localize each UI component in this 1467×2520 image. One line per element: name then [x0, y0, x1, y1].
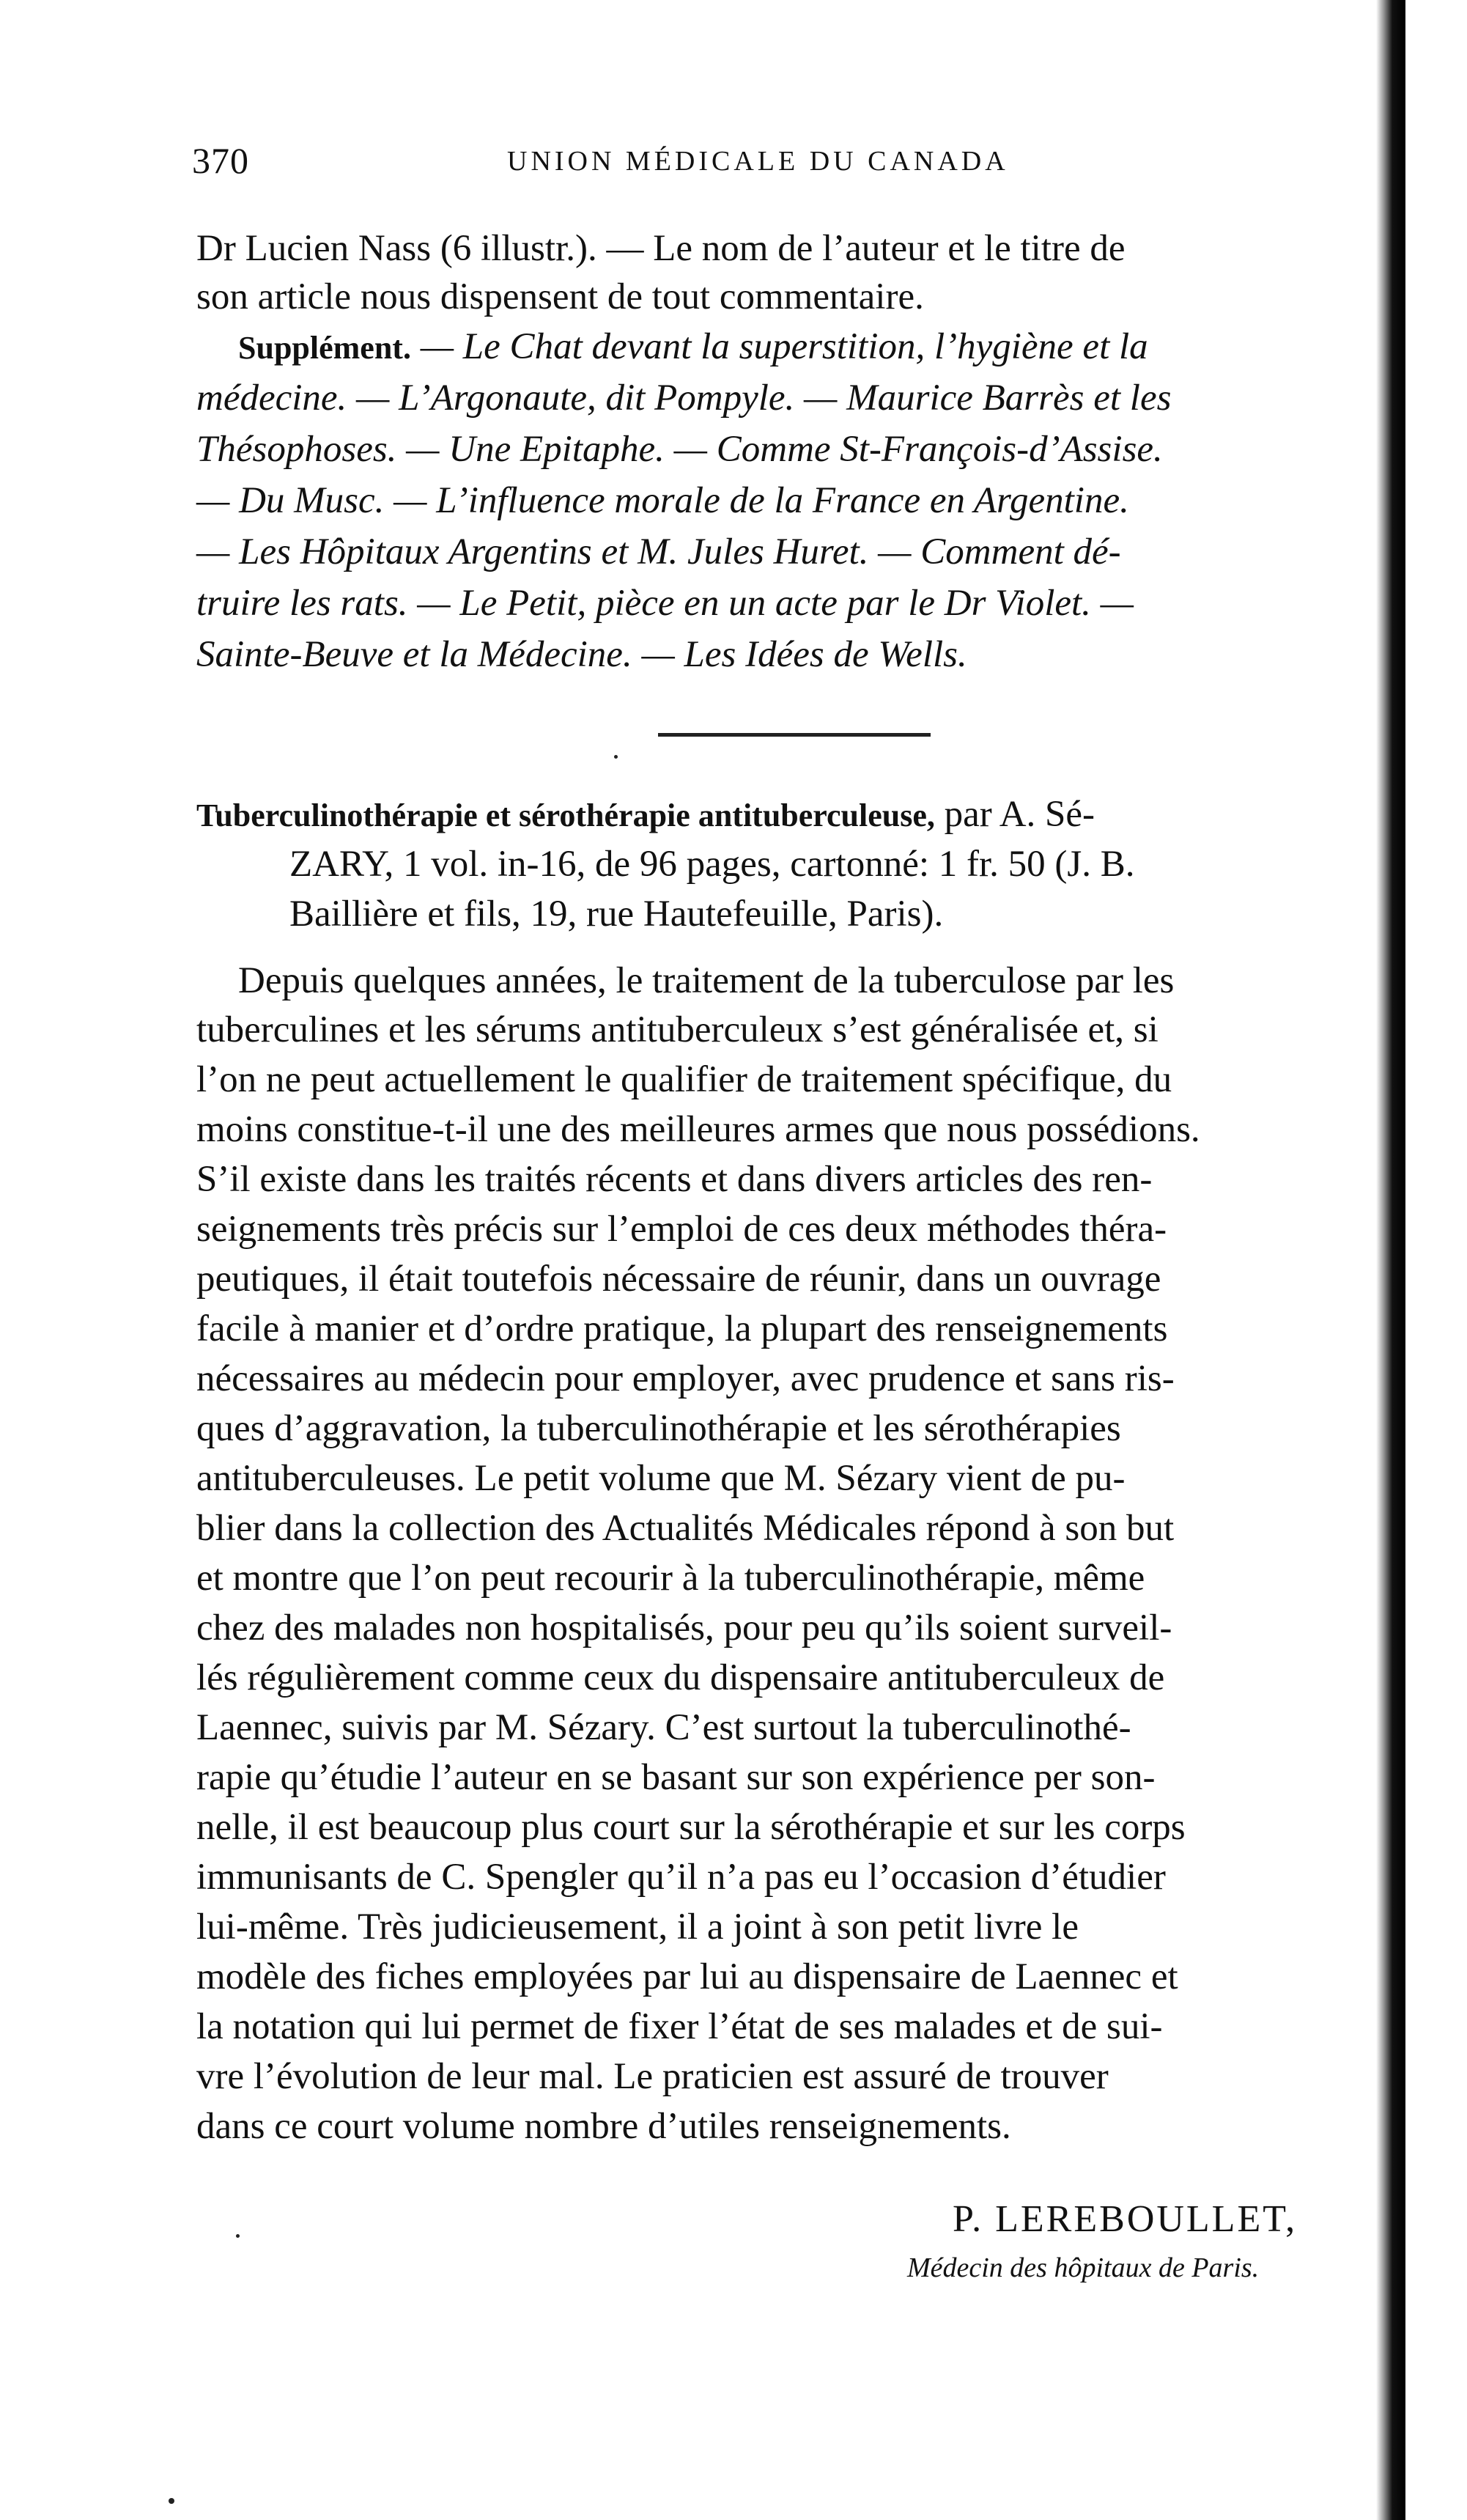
supplement-line: — Les Hôpitaux Argentins et M. Jules Huret. — Comment dé-: [196, 531, 1121, 572]
citation-line: Baillière et fils, 19, rue Hautefeuille, Paris).: [289, 894, 944, 935]
page-number: 370: [192, 140, 249, 181]
journal-title: UNION MÉDICALE DU CANADA: [507, 146, 1009, 177]
body-line: l’on ne peut actuellement le qualifier de traitement spécifique, du: [196, 1059, 1172, 1100]
body-line: moins constitue-t-il une des meilleures armes que nous possédions.: [196, 1109, 1200, 1150]
scan-speck: [169, 2498, 174, 2504]
body-line: lui-même. Très judicieusement, il a joint à son petit livre le: [196, 1906, 1079, 1948]
body-line: Laennec, suivis par M. Sézary. C’est surtout la tuberculinothé-: [196, 1707, 1131, 1748]
scan-speck: [614, 755, 618, 759]
body-line: chez des malades non hospitalisés, pour peu qu’ils soient surveil-: [196, 1607, 1172, 1648]
body-line: vre l’évolution de leur mal. Le praticien est assuré de trouver: [196, 2056, 1109, 2097]
supplement-text: — Le Chat devant la superstition, l’hygiène et la: [410, 326, 1148, 367]
body-line: rapie qu’étudie l’auteur en se basant sur son expérience per son-: [196, 1757, 1156, 1798]
text-line: Dr Lucien Nass (6 illustr.). — Le nom de l’auteur et le titre de: [196, 228, 1126, 269]
text-line: son article nous dispensent de tout commentaire.: [196, 276, 924, 317]
body-line: seignements très précis sur l’emploi de ces deux méthodes théra-: [196, 1209, 1167, 1250]
supplement-line: [238, 323, 1148, 372]
supplement-line: médecine. — L’Argonaute, dit Pompyle. — Maurice Barrès et les: [196, 377, 1172, 419]
body-line: tuberculines et les sérums antituberculeux s’est généralisée et, si: [196, 1009, 1159, 1050]
body-line: nécessaires au médecin pour employer, avec prudence et sans ris-: [196, 1358, 1175, 1399]
body-line: S’il existe dans les traités récents et dans divers articles des ren-: [196, 1159, 1153, 1200]
body-line: Depuis quelques années, le traitement de la tuberculose par les: [238, 960, 1175, 1001]
body-line: peutiques, il était toutefois nécessaire de réunir, dans un ouvrage: [196, 1259, 1161, 1300]
body-line: dans ce court volume nombre d’utiles renseignements.: [196, 2106, 1011, 2147]
scan-speck: [236, 2234, 240, 2238]
body-line: la notation qui lui permet de fixer l’état de ses malades et de sui-: [196, 2006, 1163, 2047]
citation-text: par A. Sé-: [934, 794, 1095, 835]
signature-role: Médecin des hôpitaux de Paris.: [907, 2252, 1260, 2283]
body-line: facile à manier et d’ordre pratique, la plupart des renseignements: [196, 1308, 1168, 1349]
section-divider: [658, 733, 931, 737]
body-line: modèle des fiches employées par lui au dispensaire de Laennec et: [196, 1956, 1178, 1997]
body-line: blier dans la collection des Actualités Médicales répond à son but: [196, 1508, 1175, 1549]
signature-name: P. LEREBOULLET,: [953, 2198, 1298, 2240]
body-line: nelle, il est beaucoup plus court sur la sérothérapie et sur les corps: [196, 1807, 1186, 1848]
binding-shadow: [1376, 0, 1405, 2520]
supplement-line: Sainte-Beuve et la Médecine. — Les Idées de Wells.: [196, 634, 967, 675]
body-line: et montre que l’on peut recourir à la tuberculinothérapie, même: [196, 1558, 1145, 1599]
body-line: antituberculeuses. Le petit volume que M. Sézary vient de pu-: [196, 1458, 1126, 1499]
body-line: immunisants de C. Spengler qu’il n’a pas eu l’occasion d’étudier: [196, 1857, 1166, 1898]
supplement-line: truire les rats. — Le Petit, pièce en un acte par le Dr Violet. —: [196, 583, 1134, 624]
body-line: lés régulièrement comme ceux du dispensaire antituberculeux de: [196, 1657, 1165, 1698]
supplement-line: Thésophoses. — Une Epitaphe. — Comme St-François-d’Assise.: [196, 429, 1163, 470]
body-line: ques d’aggravation, la tuberculinothérapie et les sérothérapies: [196, 1408, 1121, 1449]
running-head: [192, 139, 1350, 191]
book-title: Tuberculinothérapie et sérothérapie antituberculeuse,: [196, 797, 935, 833]
supplement-line: — Du Musc. — L’influence morale de la France en Argentine.: [196, 480, 1129, 521]
supplement-label: Supplément.: [238, 330, 411, 366]
citation-line: ZARY, 1 vol. in-16, de 96 pages, cartonné: 1 fr. 50 (J. B.: [289, 844, 1135, 885]
review-heading: [196, 790, 1095, 840]
